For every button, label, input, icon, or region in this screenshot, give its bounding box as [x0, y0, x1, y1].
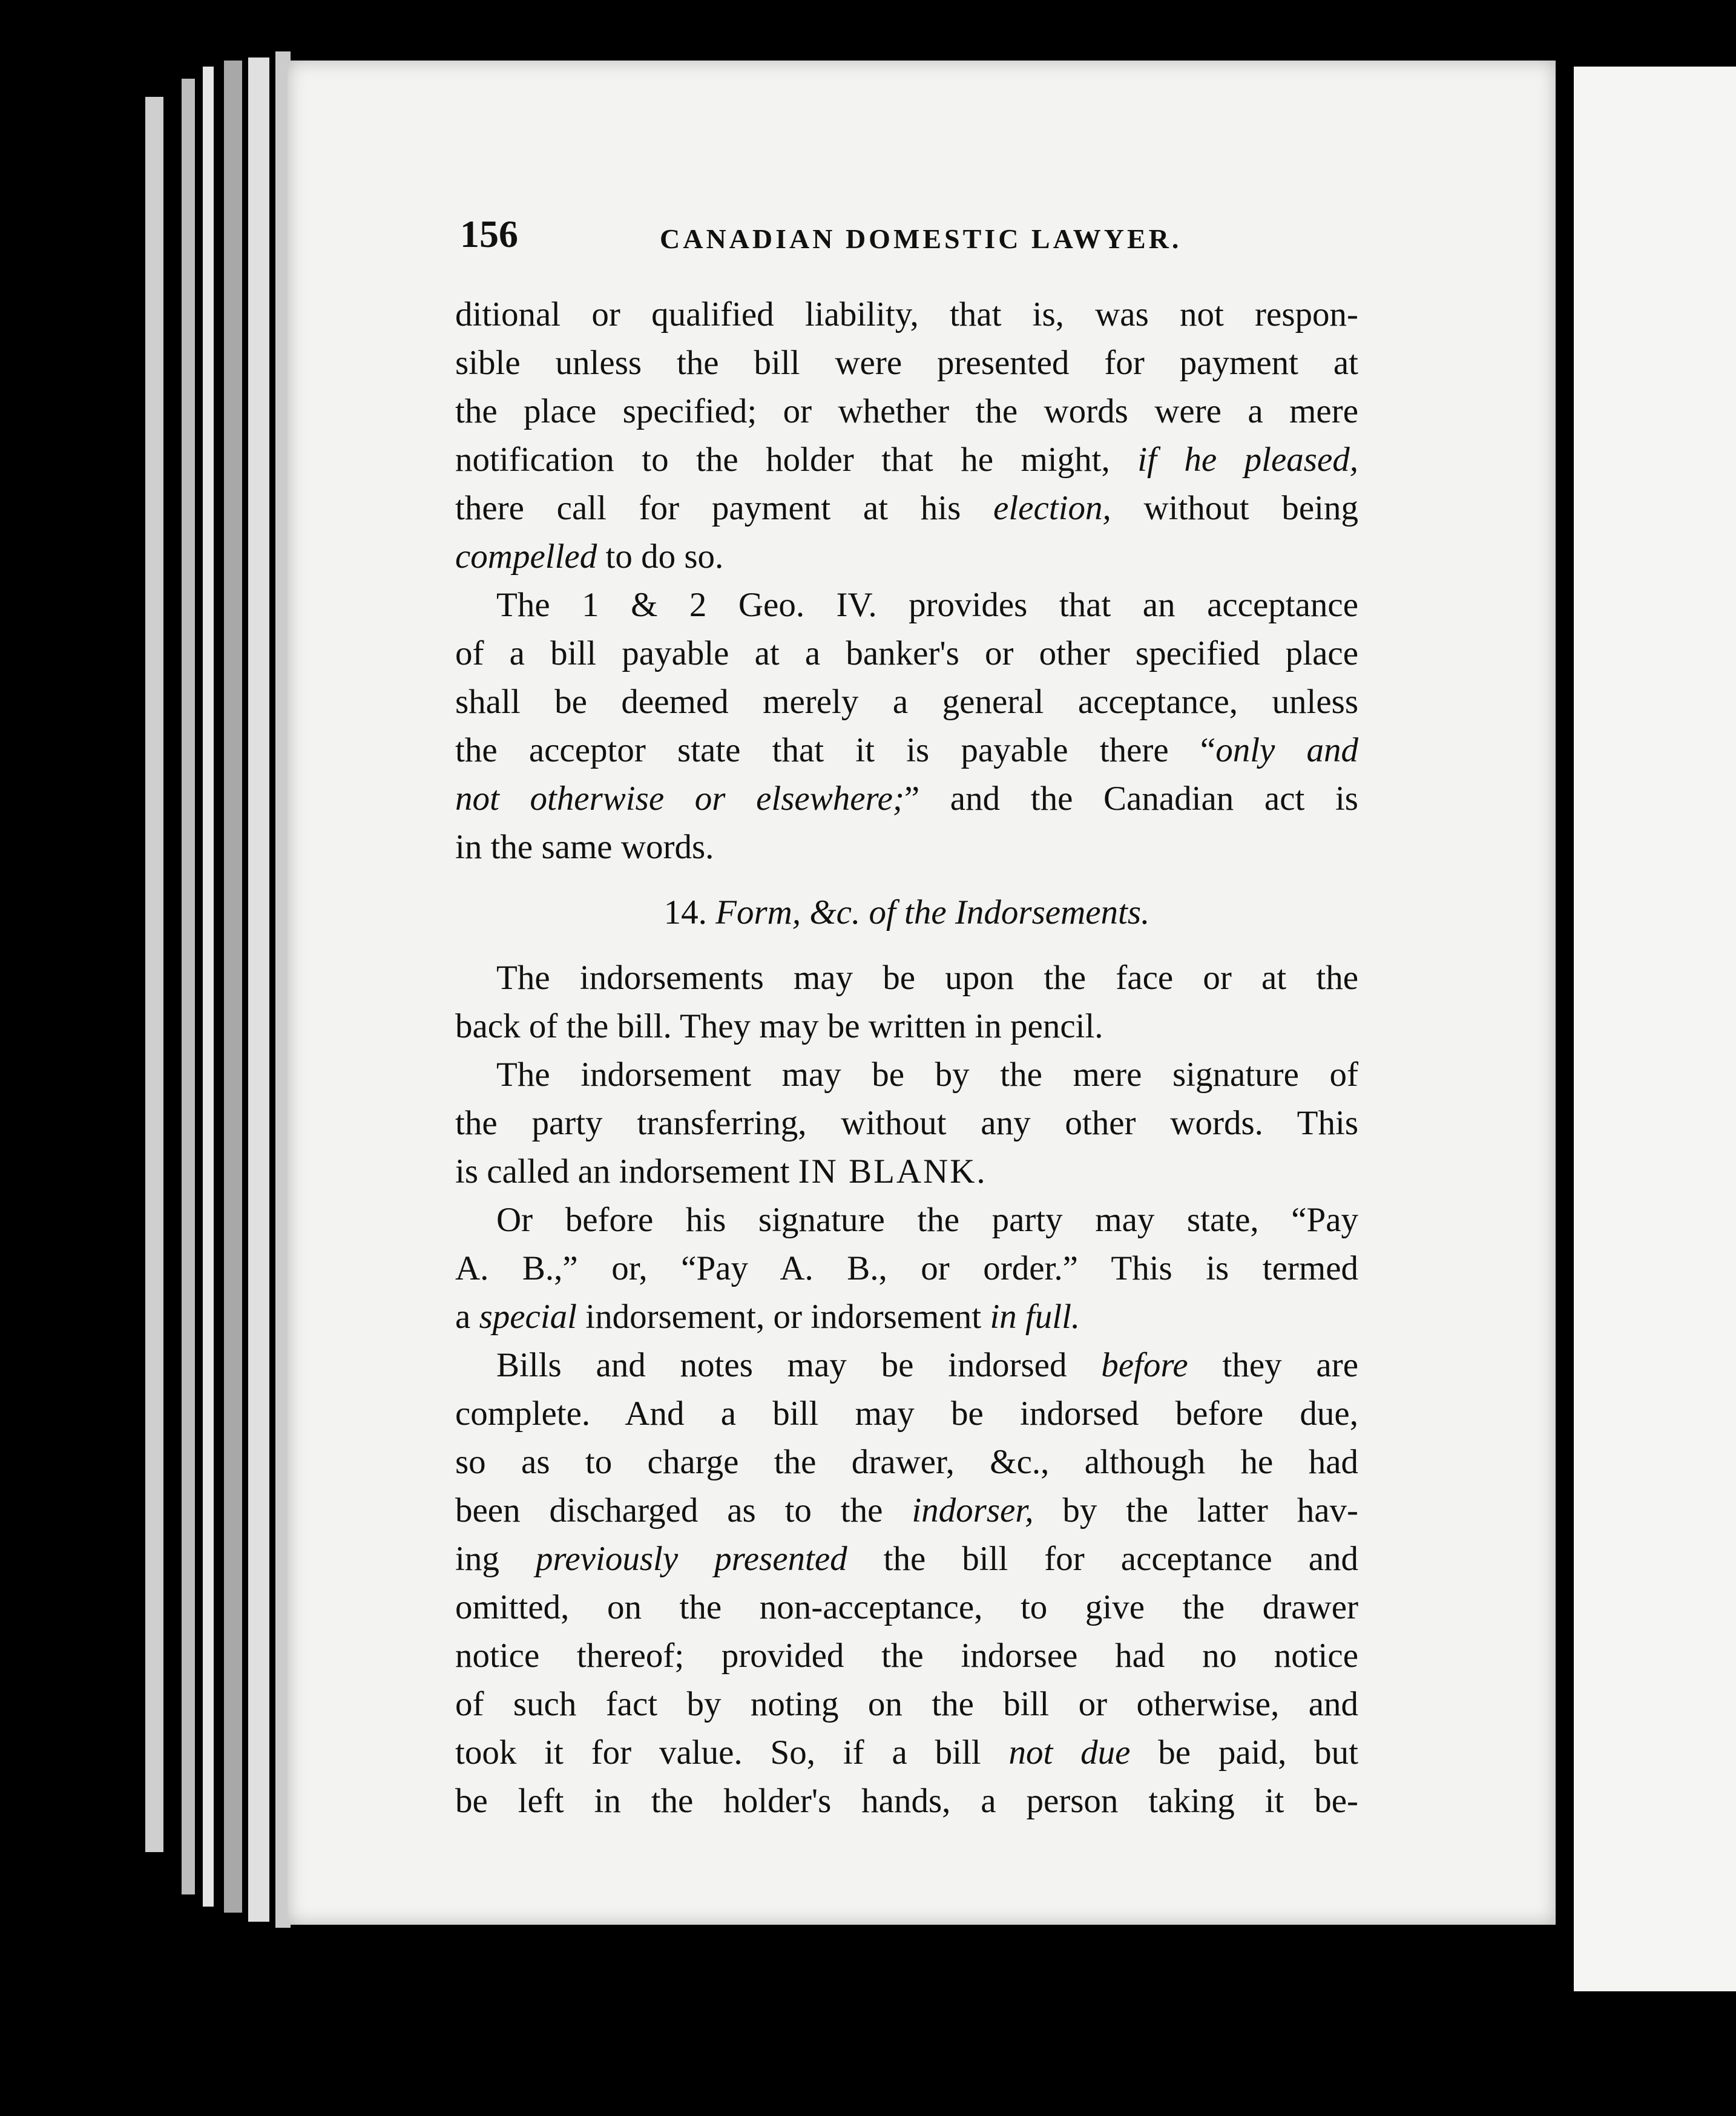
text-line: ditional or qualified liability, that is, was not respon- [455, 295, 1358, 334]
section-number: 14. [663, 893, 707, 932]
text-line: a special indorsement, or indorsement in full. [455, 1298, 1080, 1336]
text-line: the acceptor state that it is payable there “only and [455, 731, 1359, 769]
text-line: so as to charge the drawer, &c., although he had [455, 1443, 1358, 1481]
text-line: notice thereof; provided the indorsee had no notice [455, 1637, 1358, 1675]
book-page-edges [145, 97, 163, 1852]
page-header [460, 212, 1380, 260]
text-line: be left in the holder's hands, a person taking it be- [455, 1782, 1358, 1820]
text-line: took it for value. So, if a bill not due be paid, but [455, 1733, 1358, 1772]
text-line: notification to the holder that he might, if he pleased, [455, 441, 1358, 479]
text-line: Or before his signature the party may state, “Pay [496, 1201, 1358, 1239]
paragraph [455, 1051, 1358, 1196]
paragraph [455, 1196, 1358, 1341]
text-line: not otherwise or elsewhere;” and the Canadian act is [455, 780, 1358, 818]
page-number: 156 [460, 212, 518, 255]
paragraph [455, 291, 1358, 581]
book-page-edges [182, 79, 195, 1894]
text-line: in the same words. [455, 828, 714, 866]
text-line: there call for payment at his election, without being [455, 489, 1358, 527]
paragraph [455, 1341, 1358, 1825]
text-line: The indorsements may be upon the face or at the [496, 959, 1358, 997]
book-page-edges [203, 67, 214, 1907]
text-line: shall be deemed merely a general acceptance, unless [455, 683, 1358, 721]
running-title: CANADIAN DOMESTIC LAWYER. [660, 223, 1182, 254]
book-page-edges [248, 58, 269, 1922]
book-page-edges [224, 61, 242, 1913]
section-heading [455, 889, 1358, 937]
text-line: the party transferring, without any other words. This [455, 1104, 1358, 1142]
section-title: Form, &c. of the Indorsements. [715, 893, 1150, 932]
text-line: of a bill payable at a banker's or other specified place [455, 634, 1358, 672]
paragraph [455, 581, 1358, 872]
page-body [455, 291, 1358, 1825]
text-line: of such fact by noting on the bill or otherwise, and [455, 1685, 1358, 1723]
text-line: The 1 & 2 Geo. IV. provides that an acceptance [496, 586, 1358, 624]
text-line: ing previously presented the bill for acceptance and [455, 1540, 1358, 1578]
text-line: Bills and notes may be indorsed before they are [496, 1346, 1359, 1384]
text-line: the place specified; or whether the words were a mere [455, 392, 1358, 430]
text-line: sible unless the bill were presented for payment at [455, 344, 1358, 382]
facing-page-edge [1574, 67, 1736, 1991]
text-line: is called an indorsement IN BLANK. [455, 1152, 987, 1191]
text-line: The indorsement may be by the mere signature of [496, 1056, 1358, 1094]
paragraph [455, 954, 1358, 1051]
text-line: back of the bill. They may be written in pencil. [455, 1007, 1103, 1045]
text-line: been discharged as to the indorser, by the latter hav- [455, 1491, 1359, 1530]
text-line: omitted, on the non-acceptance, to give the drawer [455, 1588, 1358, 1626]
text-line: A. B.,” or, “Pay A. B., or order.” This is termed [455, 1249, 1358, 1287]
text-line: complete. And a bill may be indorsed before due, [455, 1395, 1358, 1433]
text-line: compelled to do so. [455, 537, 724, 576]
